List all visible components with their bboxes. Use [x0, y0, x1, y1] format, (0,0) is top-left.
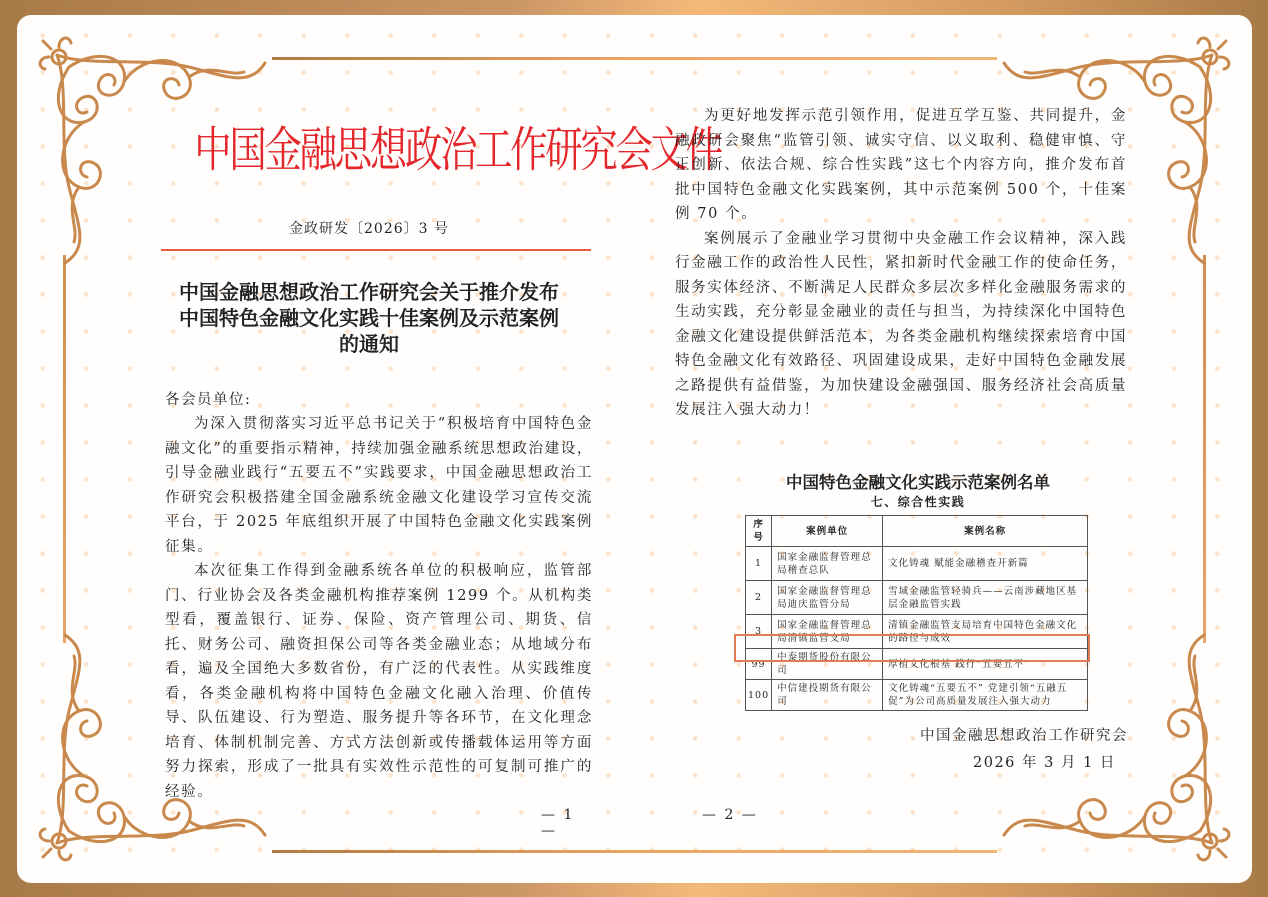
title-line: 中国金融思想政治工作研究会关于推介发布	[179, 280, 559, 304]
frame-top-line	[272, 57, 997, 60]
table-row	[746, 680, 1088, 711]
paragraph: 案例展示了金融业学习贯彻中央金融工作会议精神，深入践行金融工作的政治性人民性，紧扣新时代金融工作的使命任务，服务实体经济、不断满足人民群众多层次多样化金融服务需求的生动实践，充分彰显金融业的责任与担当，为持续深化中国特色金融文化建设提供鲜活范本，为各类金融机构继续探索培育中国特色金融文化有效路径、巩固建设成果，走好中国特色金融发展之路提供有益借鉴，为加快建设金融强国、服务经济社会高质量发展注入强大动力！	[675, 230, 1127, 418]
cell-no: 100	[746, 680, 772, 711]
signer: 中国金融思想政治工作研究会	[920, 728, 1128, 744]
document-sheet	[17, 15, 1252, 883]
document-title	[145, 279, 593, 357]
cell-unit: 中信建投期货有限公司	[772, 680, 883, 711]
paragraph: 本次征集工作得到金融系统各单位的积极响应，监管部门、行业协会及各类金融机构推荐案例 1299 个。从机构类型看，覆盖银行、证券、保险、资产管理公司、期货、信托、财务公司、融资担保公司等各类金融业态；从地域分布看，遍及全国绝大多数省份，有广泛的代表性。从实践维度看，各类金融机构将中国特色金融文化融入治理、价值传导、队伍建设、行为塑造、服务提升等各环节，在文化理念培育、体制机制完善、方式方法创新或传播载体运用等方面努力探索，形成了一批具有实效性示范性的可复制可推广的经验。	[165, 563, 593, 800]
paragraph: 为深入贯彻落实习近平总书记关于“积极培育中国特色金融文化”的重要指示精神，持续加强金融系统思想政治建设，引导金融业践行“五要五不”实践要求，中国金融思想政治工作研究会积极搭建全国金融系统金融文化建设学习宣传交流平台，于 2025 年底组织开展了中国特色金融文化实践案例征集。	[165, 416, 593, 555]
page-number: — 2 —	[702, 807, 758, 823]
table-row	[746, 581, 1088, 615]
body-text	[165, 412, 593, 804]
cell-unit: 国家金融监督管理总局迪庆监管分局	[772, 581, 883, 615]
highlight-box	[734, 634, 1090, 662]
cell-unit: 国家金融监督管理总局清镇监管支局	[772, 615, 883, 649]
cell-name: 雪域金融监管轻骑兵——云南涉藏地区基层金融监管实践	[883, 581, 1088, 615]
column-header-name: 案例名称	[883, 516, 1088, 547]
document-header: 中国金融思想政治工作研究会文件	[194, 122, 721, 178]
title-line: 的通知	[339, 332, 399, 356]
cell-name: 文化铸魂“五要五不” 党建引领“五融五促”为公司高质量发展注入强大动力	[883, 680, 1088, 711]
cell-no: 99	[746, 649, 772, 680]
cell-unit: 国家金融监督管理总局稽查总队	[772, 547, 883, 581]
case-list-subtitle: 七、综合性实践	[870, 495, 966, 509]
cell-no: 3	[746, 615, 772, 649]
cell-name: 清镇金融监管支局培育中国特色金融文化的路径与成效	[883, 615, 1088, 649]
column-header-unit: 案例单位	[772, 516, 883, 547]
case-list-title: 中国特色金融文化实践示范案例名单	[786, 473, 1050, 492]
table-row	[746, 547, 1088, 581]
paragraph: 为更好地发挥示范引领作用，促进互学互鉴、共同提升，金融政研会聚焦“监管引领、诚实守信、以义取利、稳健审慎、守正创新、依法合规、综合性实践”这七个内容方向，推介发布首批中国特色金融文化实践案例，其中示范案例 500 个，十佳案例 70 个。	[675, 108, 1127, 222]
case-table	[745, 515, 1088, 711]
frame-right-line	[1203, 255, 1206, 643]
red-divider	[161, 249, 591, 251]
salutation: 各会员单位:	[165, 392, 252, 408]
sign-date: 2026 年 3 月 1 日	[973, 755, 1116, 771]
cell-name: 文化铸魂 赋能金融稽查开新篇	[883, 547, 1088, 581]
document-number: 金政研发〔2026〕3 号	[289, 221, 449, 237]
body-text	[675, 104, 1127, 423]
column-header-no: 序号	[746, 516, 772, 547]
cell-name: 厚植文化根基 践行“五要五不”	[883, 649, 1088, 680]
cell-no: 1	[746, 547, 772, 581]
title-line: 中国特色金融文化实践十佳案例及示范案例	[179, 306, 559, 330]
table-header-row	[746, 516, 1088, 547]
cell-unit: 中泰期货股份有限公司	[772, 649, 883, 680]
frame-left-line	[63, 255, 66, 643]
page-number: — 1 —	[541, 807, 575, 839]
cell-no: 2	[746, 581, 772, 615]
frame-bottom-line	[272, 850, 997, 853]
